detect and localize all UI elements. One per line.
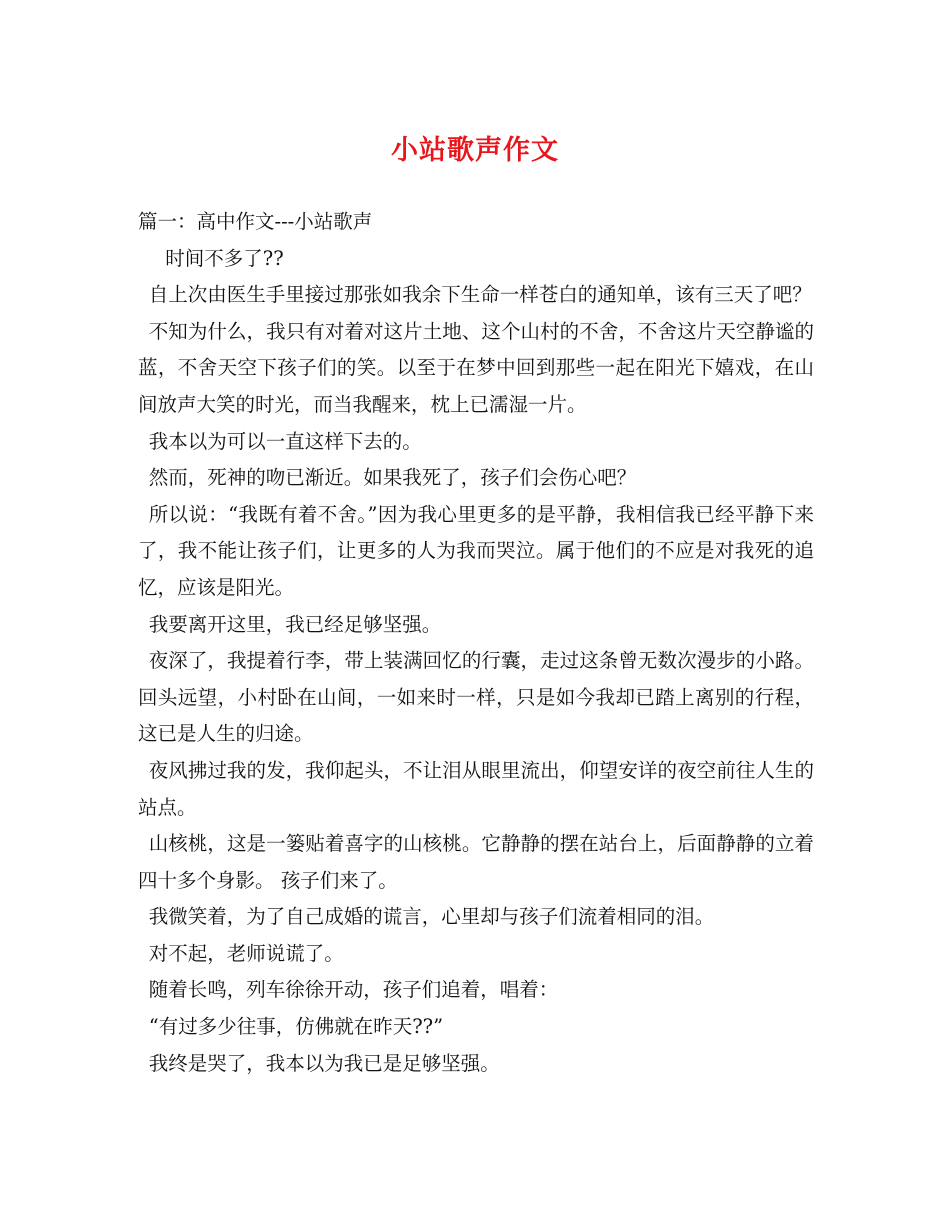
paragraph: 所以说：“我既有着不舍。”因为我心里更多的是平静，我相信我已经平静下来了，我不能让孩子们，让更多的人为我而哭泣。属于他们的不应是对我死的追忆，应该是阳光。 — [138, 502, 814, 599]
paragraph: 对不起，老师说谎了。 — [148, 941, 344, 965]
paragraph: 我终是哭了，我本以为我已是足够坚强。 — [148, 1051, 500, 1075]
paragraph: 时间不多了?? — [165, 246, 284, 270]
paragraph: 夜风拂过我的发，我仰起头，不让泪从眼里流出，仰望安详的夜空前往人生的站点。 — [138, 758, 814, 819]
document-title: 小站歌声作文 — [391, 135, 559, 166]
paragraph: 随着长鸣，列车徐徐开动，孩子们追着，唱着： — [148, 978, 559, 1002]
document-body — [138, 204, 814, 1082]
paragraph: 我微笑着，为了自己成婚的谎言，心里却与孩子们流着相同的泪。 — [148, 905, 715, 929]
paragraph: 夜深了，我提着行李，带上装满回忆的行囊，走过这条曾无数次漫步的小路。回头远望，小村卧在山间，一如来时一样，只是如今我却已踏上离别的行程，这已是人生的归途。 — [138, 649, 814, 746]
section-heading: 篇一：高中作文---小站歌声 — [138, 210, 373, 233]
paragraph: 我本以为可以一直这样下去的。 — [148, 429, 422, 453]
paragraph: 自上次由医生手里接过那张如我余下生命一样苍白的通知单，该有三天了吧？ — [148, 283, 812, 307]
paragraph: 然而，死神的吻已渐近。如果我死了，孩子们会伤心吧？ — [148, 466, 637, 490]
paragraph: 我要离开这里，我已经足够坚强。 — [148, 612, 442, 636]
paragraph: “有过多少往事，仿佛就在昨天??” — [148, 1015, 444, 1039]
paragraph: 不知为什么，我只有对着对这片土地、这个山村的不舍，不舍这片天空静谧的蓝，不舍天空下孩子们的笑。以至于在梦中回到那些一起在阳光下嬉戏，在山间放声大笑的时光，而当我醒来，枕上已濡湿一片。 — [138, 319, 814, 416]
paragraph: 山核桃，这是一篓贴着喜字的山核桃。它静静的摆在站台上，后面静静的立着四十多个身影。 孩子们来了。 — [138, 832, 814, 892]
